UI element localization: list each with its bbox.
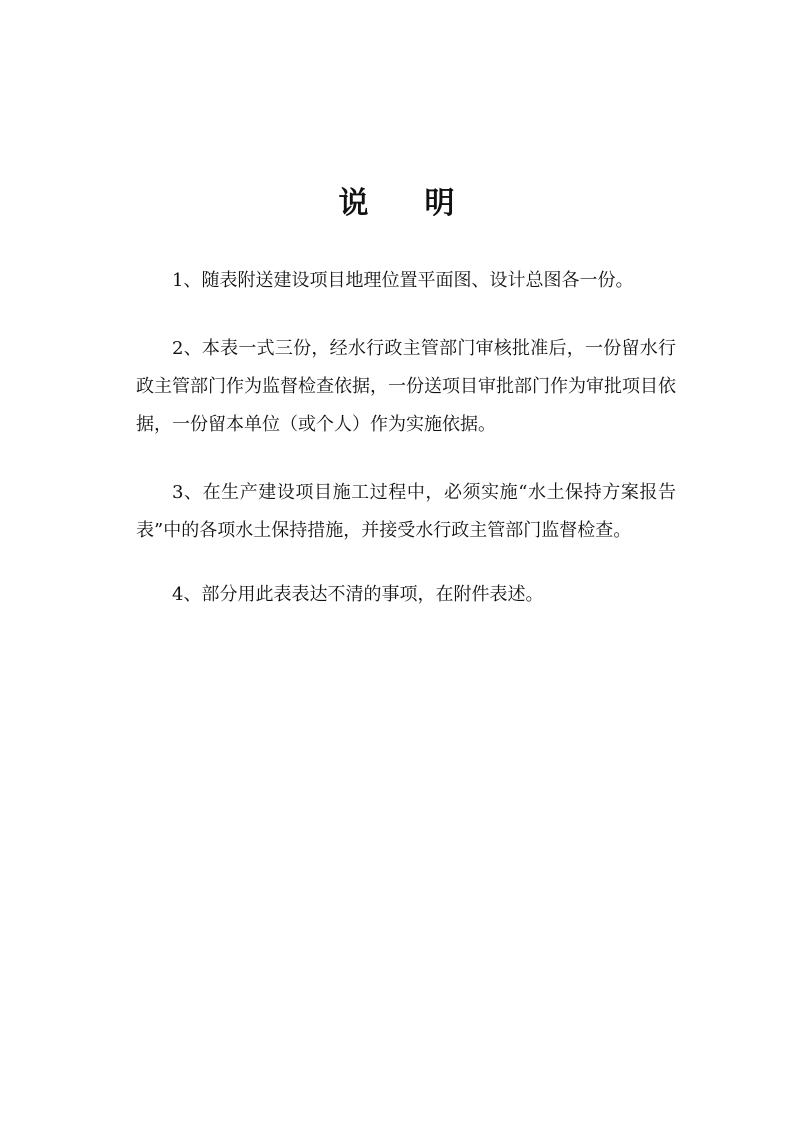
- instruction-paragraph-1: 1、随表附送建设项目地理位置平面图、设计总图各一份。: [172, 270, 634, 291]
- title-char-1: 说: [338, 186, 369, 221]
- title-char-2: 明: [424, 186, 455, 221]
- page-title: [0, 178, 793, 222]
- instruction-paragraph-4: 4、部分用此表表达不清的事项，在附件表述。: [172, 584, 544, 605]
- instruction-paragraph-3: 3、在生产建设项目施工过程中，必须实施“水土保持方案报告表”中的各项水土保持措施，并接受水行政主管部门监督检查。: [136, 482, 676, 541]
- instruction-paragraph-2: 2、本表一式三份，经水行政主管部门审核批准后，一份留水行政主管部门作为监督检查依据，一份送项目审批部门作为审批项目依据，一份留本单位（或个人）作为实施依据。: [136, 338, 676, 435]
